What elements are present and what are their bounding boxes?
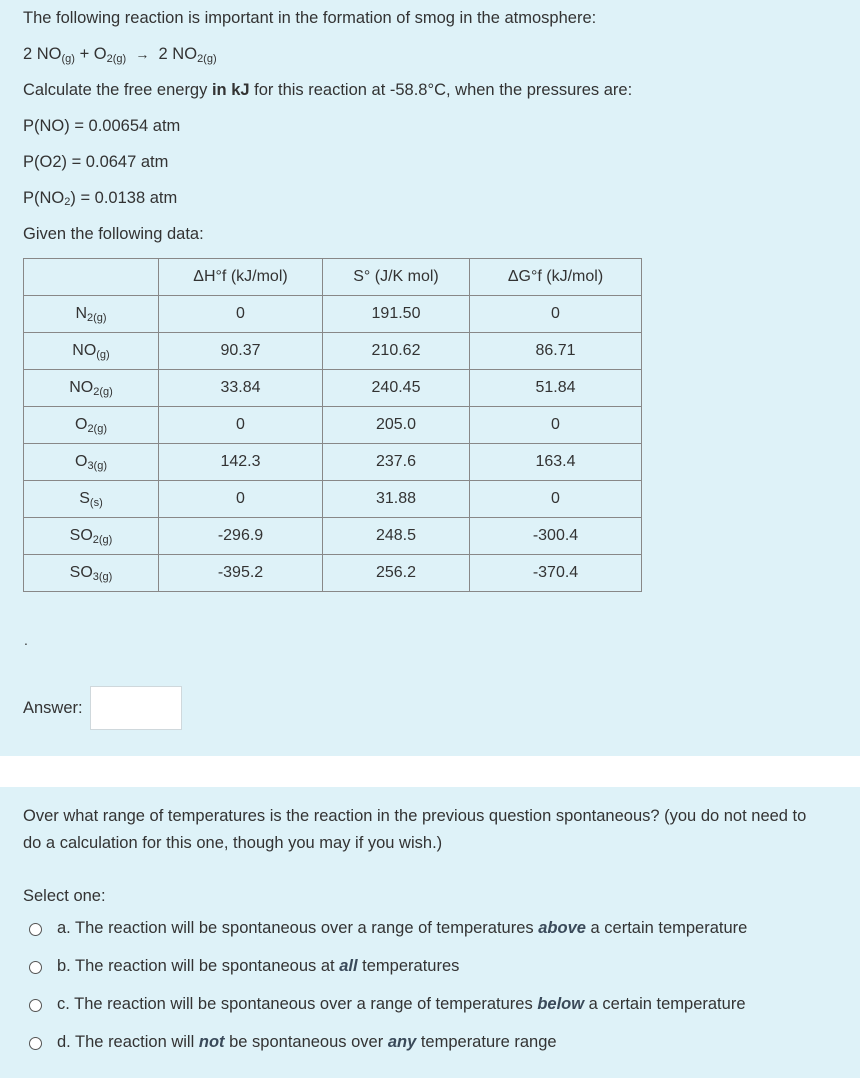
- dh-cell: 33.84: [159, 370, 323, 407]
- stray-dot: .: [24, 632, 28, 648]
- table-row: [24, 407, 642, 444]
- option-a-label[interactable]: a. The reaction will be spontaneous over a range of temperatures above a certain temperature: [57, 919, 748, 937]
- table-row: [24, 481, 642, 518]
- species-cell: $O_{2(g)}$: [24, 407, 159, 444]
- s-cell: 240.45: [323, 370, 470, 407]
- dh-cell: 142.3: [159, 444, 323, 481]
- calculate-prompt: Calculate the free energy in kJ for this reaction at -58.8°C, when the pressures are:: [23, 81, 633, 99]
- pressure-no: P(NO) = 0.00654 atm: [23, 117, 181, 135]
- dh-cell: 0: [159, 481, 323, 518]
- option-d-label[interactable]: d. The reaction will not be spontaneous over any temperature range: [57, 1033, 557, 1051]
- option-a-radio[interactable]: [29, 923, 42, 936]
- table-header-empty: [24, 259, 159, 296]
- intro-text: The following reaction is important in the formation of smog in the atmosphere:: [23, 9, 597, 27]
- dg-cell: 0: [470, 296, 642, 333]
- table-row: [24, 296, 642, 333]
- table-row: [24, 555, 642, 592]
- dh-cell: 90.37: [159, 333, 323, 370]
- option-b-label[interactable]: b. The reaction will be spontaneous at all temperatures: [57, 957, 460, 975]
- dg-cell: 163.4: [470, 444, 642, 481]
- dg-cell: 0: [470, 481, 642, 518]
- s-cell: 248.5: [323, 518, 470, 555]
- option-c-label[interactable]: c. The reaction will be spontaneous over a range of temperatures below a certain temperature: [57, 995, 746, 1013]
- thermo-data-table: [23, 258, 642, 592]
- s-cell: 210.62: [323, 333, 470, 370]
- table-header-row: [24, 259, 642, 296]
- s-cell: 205.0: [323, 407, 470, 444]
- species-cell: $NO_{2(g)}$: [24, 370, 159, 407]
- answer-label: Answer:: [23, 699, 83, 717]
- dh-cell: 0: [159, 296, 323, 333]
- table-row: [24, 370, 642, 407]
- dg-cell: 0: [470, 407, 642, 444]
- question-2-text: Over what range of temperatures is the reaction in the previous question spontaneous? (you do not need to do a calculation for this one, though you may if you wish.): [23, 807, 807, 852]
- pressure-no2: $P(NO_2) = 0.0138$ atm: [23, 189, 178, 208]
- dg-cell: -370.4: [470, 555, 642, 592]
- dh-cell: -395.2: [159, 555, 323, 592]
- table-row: [24, 518, 642, 555]
- given-data-label: Given the following data:: [23, 225, 204, 243]
- species-cell: $SO_{3(g)}$: [24, 555, 159, 592]
- table-header-dg: ΔG°f (kJ/mol): [470, 259, 642, 296]
- option-d-radio[interactable]: [29, 1037, 42, 1050]
- pressure-o2: P(O2) = 0.0647 atm: [23, 153, 169, 171]
- table-row: [24, 444, 642, 481]
- dh-cell: 0: [159, 407, 323, 444]
- select-one-label: Select one:: [23, 887, 106, 905]
- reaction-arrow: →: [135, 46, 150, 62]
- species-cell: $SO_{2(g)}$: [24, 518, 159, 555]
- answer-input[interactable]: [90, 686, 182, 730]
- s-cell: 191.50: [323, 296, 470, 333]
- option-c-radio[interactable]: [29, 999, 42, 1012]
- dg-cell: -300.4: [470, 518, 642, 555]
- species-cell: $O_{3(g)}$: [24, 444, 159, 481]
- dg-cell: 51.84: [470, 370, 642, 407]
- species-cell: $N_{2(g)}$: [24, 296, 159, 333]
- dg-cell: 86.71: [470, 333, 642, 370]
- table-row: [24, 333, 642, 370]
- s-cell: 256.2: [323, 555, 470, 592]
- s-cell: 237.6: [323, 444, 470, 481]
- dh-cell: -296.9: [159, 518, 323, 555]
- s-cell: 31.88: [323, 481, 470, 518]
- option-b-radio[interactable]: [29, 961, 42, 974]
- reaction-equation: 2 $NO_{(g)} + O_{2(g)} \to 2$ $NO_{2(g)}$: [23, 45, 217, 65]
- table-header-dh: ΔH°f (kJ/mol): [159, 259, 323, 296]
- table-header-s: S° (J/K mol): [323, 259, 470, 296]
- species-cell: $NO_{(g)}$: [24, 333, 159, 370]
- species-cell: $S_{(s)}$: [24, 481, 159, 518]
